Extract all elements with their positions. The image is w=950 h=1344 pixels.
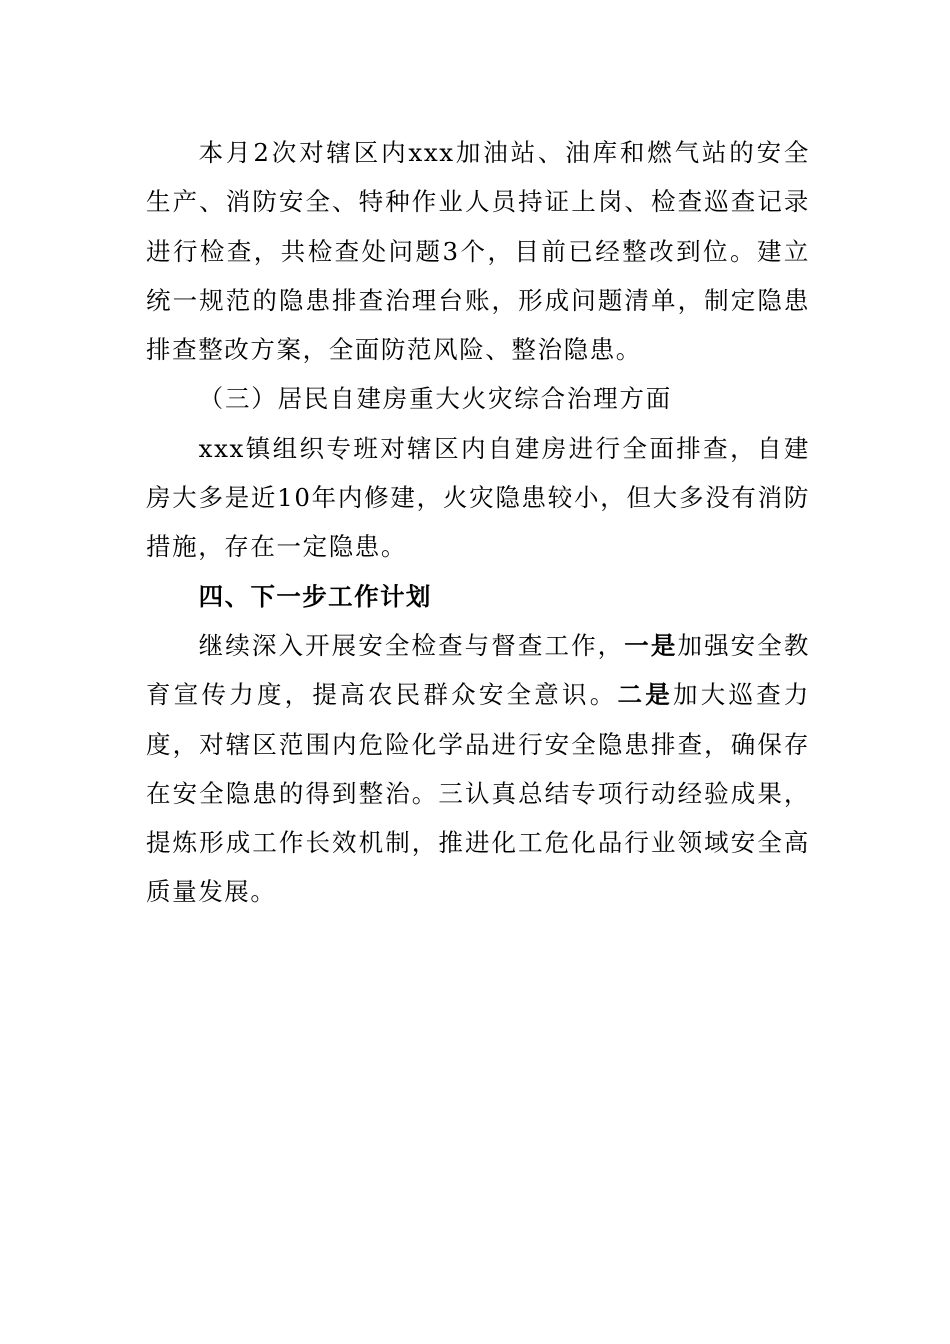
plan-intro: 继续深入开展安全检查与督查工作， [198,630,625,660]
paragraph-work-plan [146,621,810,917]
plan-first-text: 加强安全教育宣传力度，提高农民群众安全意识。 [146,630,810,710]
plan-second-marker: 二是 [617,680,673,710]
section-heading-next-steps [146,572,810,621]
section-heading-text: 四、下一步工作计划 [198,581,432,611]
document-body [146,128,810,917]
section-heading-self-built-housing [146,374,810,423]
plan-first-marker: 一是 [624,630,678,660]
paragraph-text: xxx镇组织专班对辖区内自建房进行全面排查，自建房大多是近10年内修建，火灾隐患较小，但大多没有消防措施，存在一定隐患。 [146,433,810,562]
paragraph-self-built-housing [146,424,810,572]
paragraph-text: 本月2次对辖区内xxx加油站、油库和燃气站的安全生产、消防安全、特种作业人员持证上岗、检查巡查记录进行检查，共检查处问题3个，目前已经整改到位。建立统一规范的隐患排查治理台账，形成问题清单，制定隐患排查整改方案，全面防范风险、整治隐患。 [146,138,810,365]
plan-second-text: 加大巡查力度，对辖区范围内危险化学品进行安全隐患排查，确保存在安全隐患的得到整治。三认真总结专项行动经验成果，提炼形成工作长效机制，推进化工危化品行业领域安全高质量发展。 [146,680,811,907]
section-heading-text: （三）居民自建房重大火灾综合治理方面 [198,384,673,414]
paragraph-gas-station-inspection [146,128,810,374]
